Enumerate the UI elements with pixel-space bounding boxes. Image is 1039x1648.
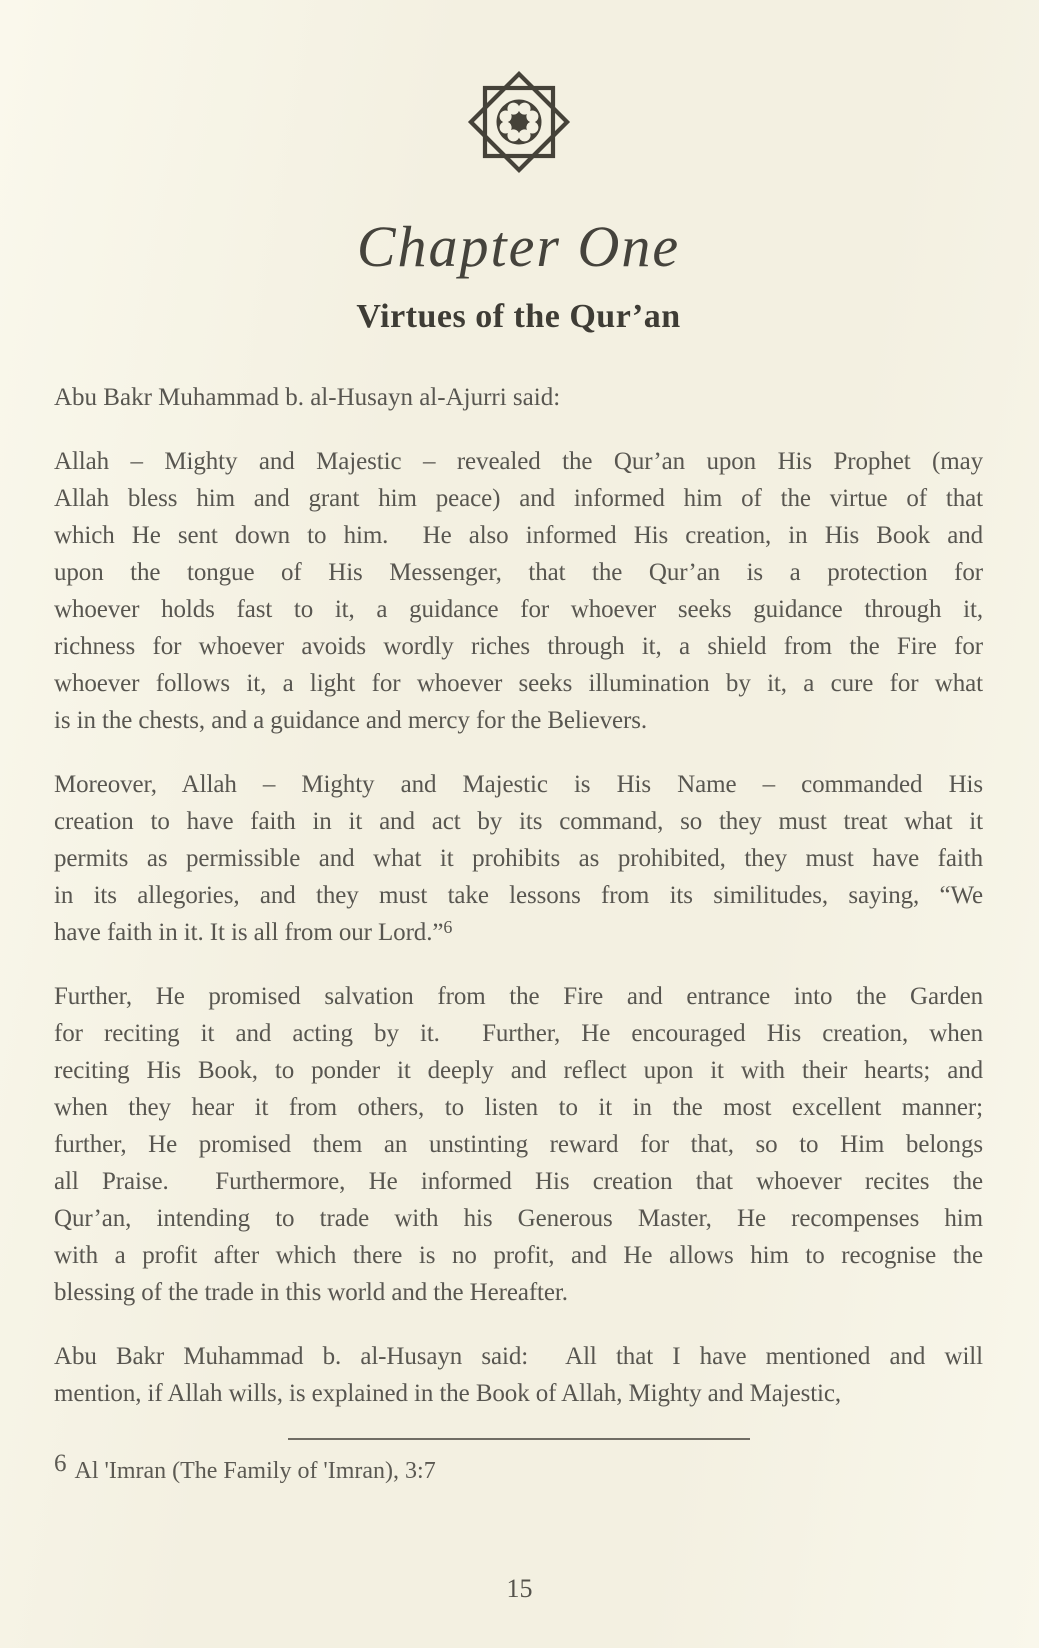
footnote-reference: 6 [443,916,453,937]
body-paragraphs [54,443,983,1412]
attribution-line: Abu Bakr Muhammad b. al-Husayn al-Ajurri said: [54,383,561,411]
body-line: blessing of the trade in this world and the Hereafter. [54,1278,568,1306]
footnote-text: Al 'Imran (The Family of 'Imran), 3:7 [74,1457,436,1484]
body-paragraph [54,1338,983,1412]
body-line: which He sent down to him. He also informed His creation, in His Book and [54,521,983,549]
body-line: in its allegories, and they must take lessons from its similitudes, saying, “We [54,881,983,909]
body-line: mention, if Allah wills, is explained in the Book of Allah, Mighty and Majestic, [54,1379,842,1407]
chapter-ornament-star-icon [459,62,579,182]
footnote [54,1449,983,1488]
body-line: Allah bless him and grant him peace) and informed him of the virtue of that [54,484,983,512]
section-title: Virtues of the Qur’an [356,297,681,335]
body-line: Allah – Mighty and Majestic – revealed the Qur’an upon His Prophet (may [54,447,983,475]
body-paragraph [54,766,983,951]
body-line: reciting His Book, to ponder it deeply and reflect upon it with their hearts; and [54,1056,983,1084]
body-line: with a profit after which there is no profit, and He allows him to recognise the [54,1241,983,1269]
body-line: Abu Bakr Muhammad b. al-Husayn said: All that I have mentioned and will [54,1342,983,1370]
body-line: Qur’an, intending to trade with his Generous Master, He recompenses him [54,1204,983,1232]
body-line: all Praise. Furthermore, He informed His creation that whoever recites the [54,1167,983,1195]
page-number: 15 [506,1574,533,1603]
body-line: is in the chests, and a guidance and mercy for the Believers. [54,706,647,734]
body-line: have faith in it. It is all from our Lord.”$^6$ [54,916,453,946]
footnote-rule [288,1438,750,1440]
body-line: for reciting it and acting by it. Further, He encouraged His creation, when [54,1019,983,1047]
body-line: whoever holds fast to it, a guidance for whoever seeks guidance through it, [54,595,983,623]
body-line: creation to have faith in it and act by its command, so they must treat what it [54,807,983,835]
body-line: upon the tongue of His Messenger, that the Qur’an is a protection for [54,558,983,586]
body-line: when they hear it from others, to listen to it in the most excellent manner; [54,1093,983,1121]
body-line: richness for whoever avoids wordly riches through it, a shield from the Fire for [54,632,983,660]
body-line: permits as permissible and what it prohibits as prohibited, they must have faith [54,844,983,872]
body-line: Further, He promised salvation from the Fire and entrance into the Garden [54,982,983,1010]
chapter-title: Chapter One [356,214,681,279]
footnote-marker: 6 [54,1449,67,1477]
book-page [0,62,1039,1648]
body-line: further, He promised them an unstinting reward for that, so to Him belongs [54,1130,983,1158]
body-paragraph [54,978,983,1311]
body-line: Moreover, Allah – Mighty and Majestic is His Name – commanded His [54,770,983,798]
body-line: whoever follows it, a light for whoever seeks illumination by it, a cure for what [54,669,983,697]
body-paragraph [54,443,983,739]
